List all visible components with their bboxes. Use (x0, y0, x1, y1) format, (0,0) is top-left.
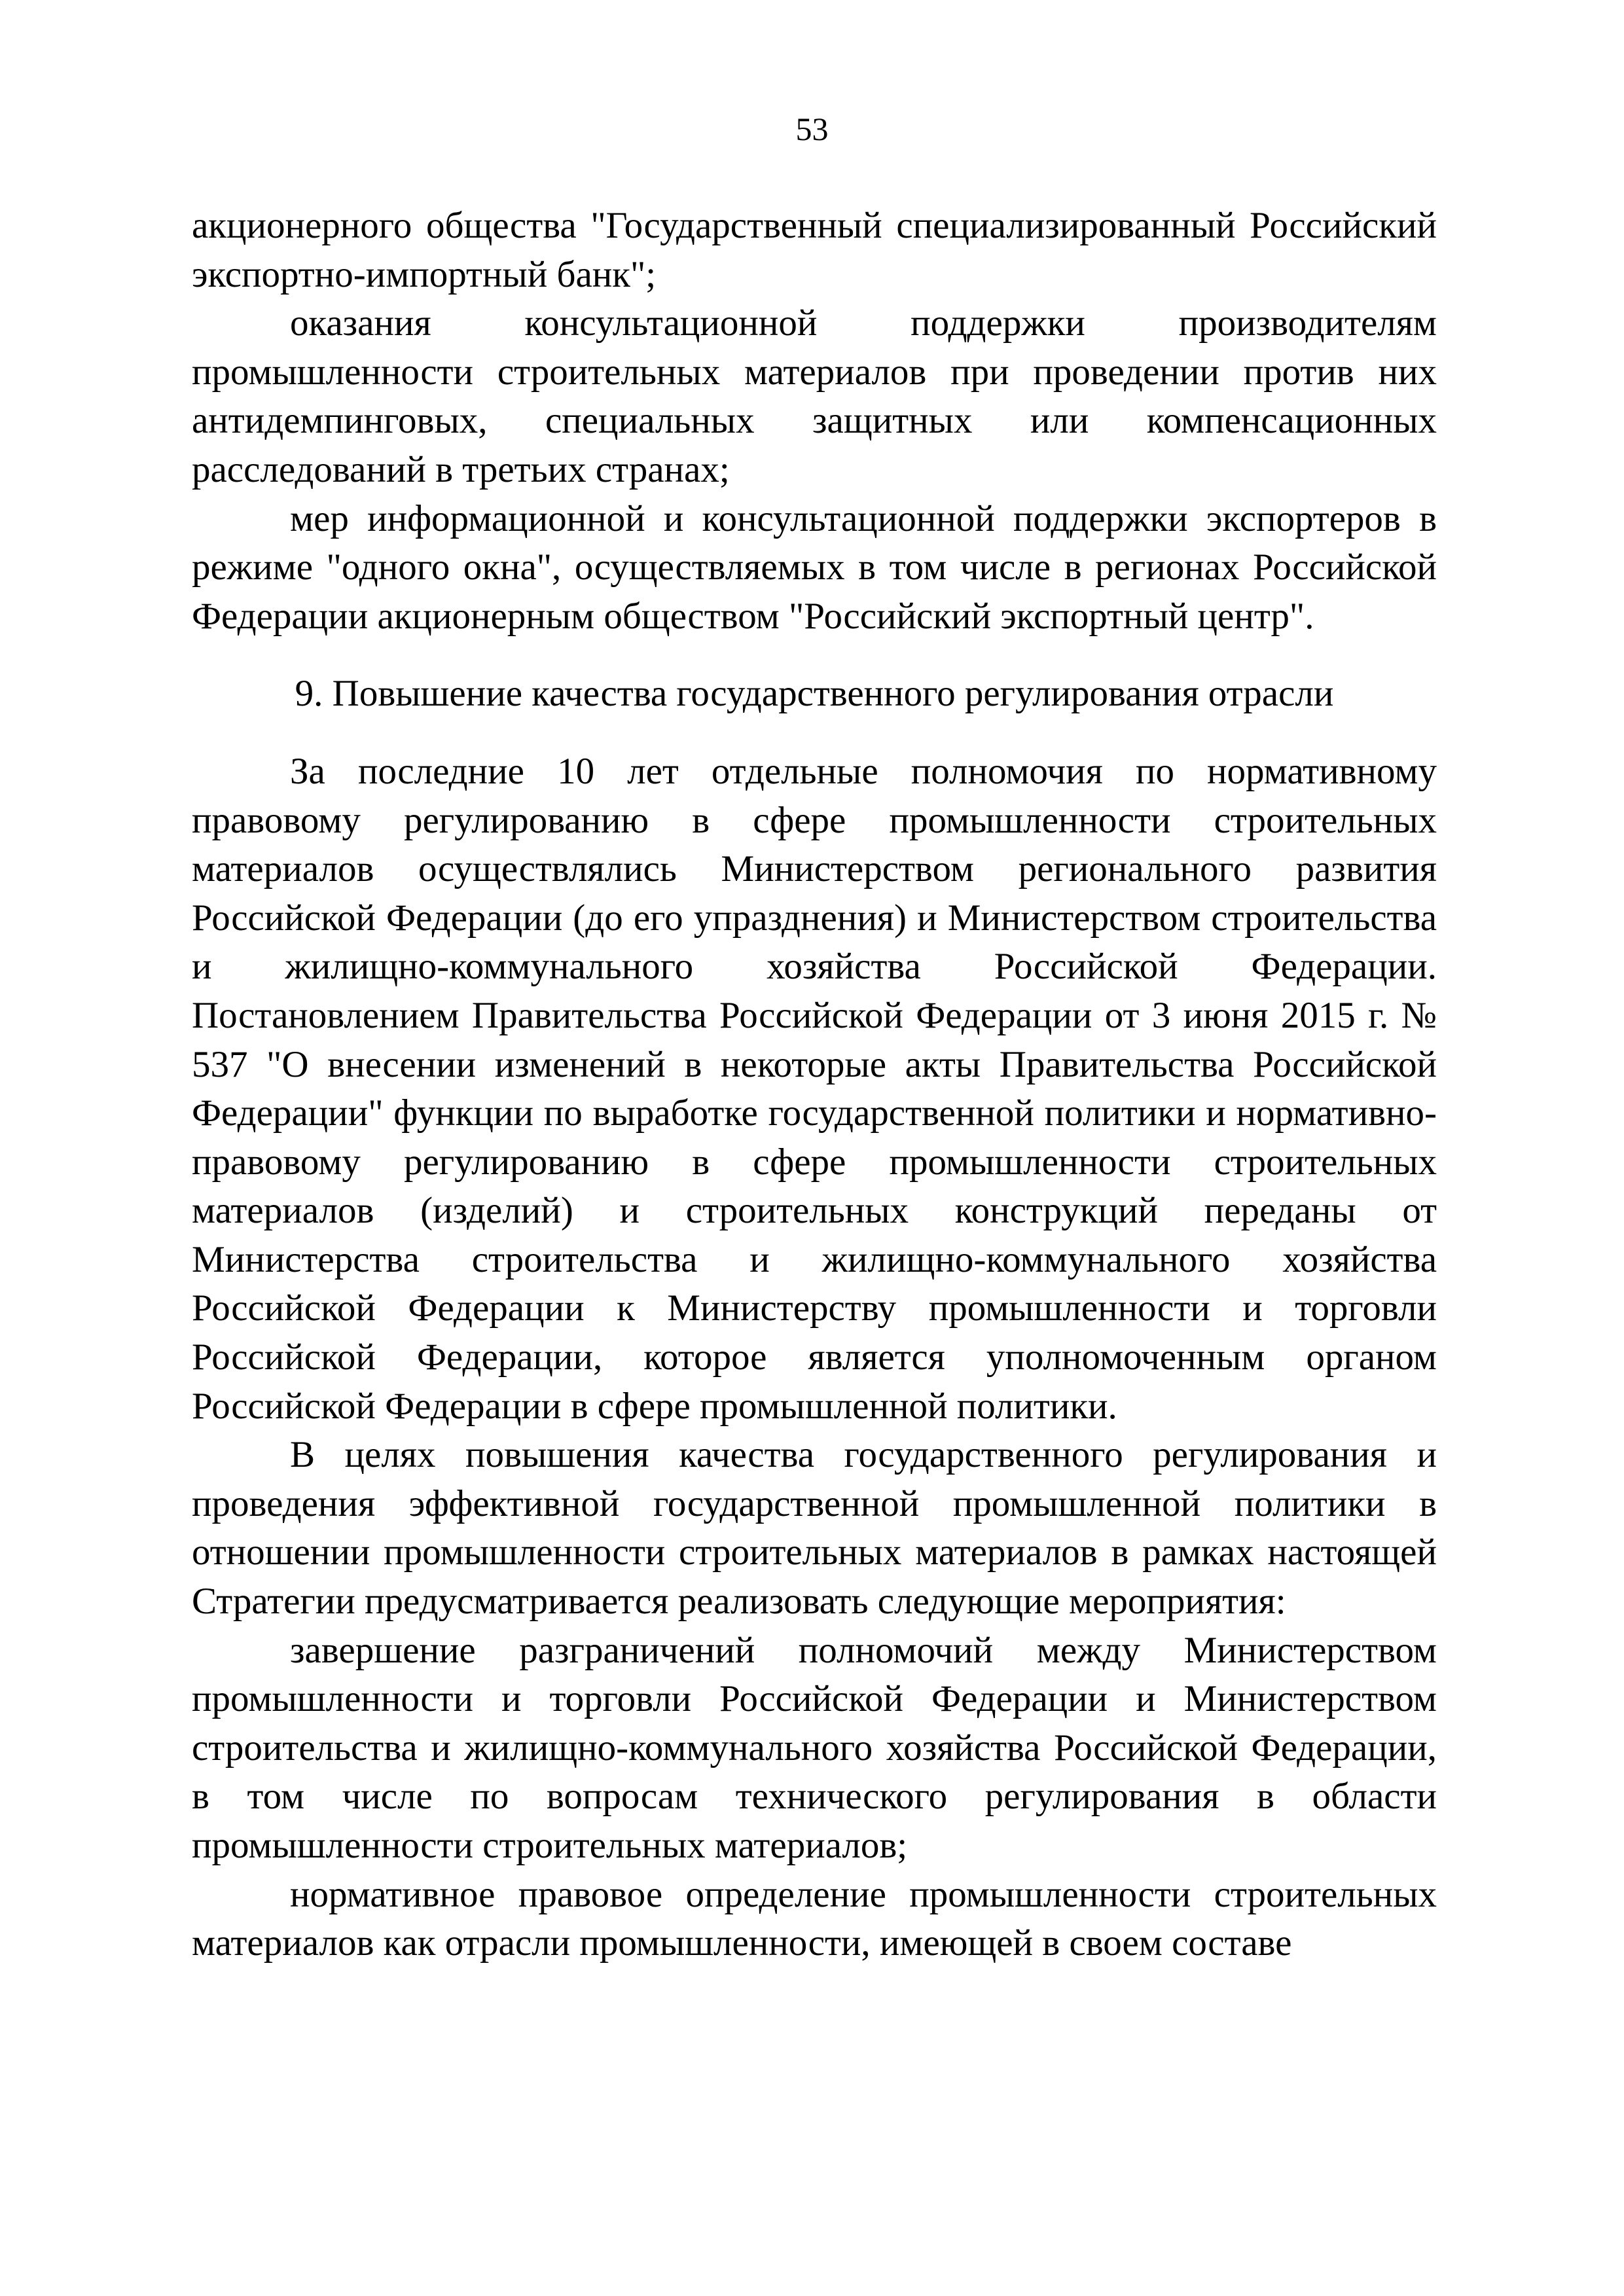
page-number: 53 (795, 111, 829, 147)
paragraph-one-window-support: мер информационной и консультационной поддержки экспортеров в режиме "одного окна", осуществляемых в том числе в регионах Российской Федерации акционерным обществом "Российский экспортный центр". (192, 497, 1437, 637)
paragraph-regulation-goals: В целях повышения качества государственного регулирования и проведения эффективной государственной промышленной политики в отношении промышленности строительных материалов в рамках настоящей Стратегии предусматривается реализовать следующие мероприятия: (192, 1434, 1437, 1623)
document-body (192, 202, 1437, 1968)
paragraph-regulation-history: За последние 10 лет отдельные полномочия по нормативному правовому регулированию в сфере промышленности строительных материалов осуществлялись Министерством регионального развития Российской Федерации (до его упразднения) и Министерством строительства и жилищно-коммунального хозяйства Российской Федерации. Постановлением Правительства Российской Федерации от 3 июня 2015 г. № 537 "О внесении изменений в некоторые акты Правительства Российской Федерации" функции по выработке государственной политики и нормативно-правовому регулированию в сфере промышленности строительных материалов (изделий) и строительных конструкций переданы от Министерства строительства и жилищно-коммунального хозяйства Российской Федерации к Министерству промышленности и торговли Российской Федерации, которое является уполномоченным органом Российской Федерации в сфере промышленной политики. (192, 750, 1437, 1427)
paragraph-authority-delimitation: завершение разграничений полномочий между Министерством промышленности и торговли Российской Федерации и Министерством строительства и жилищно-коммунального хозяйства Российской Федерации, в том числе по вопросам технического регулирования в области промышленности строительных материалов; (192, 1629, 1437, 1866)
section-heading: 9. Повышение качества государственного регулирования отрасли (295, 673, 1334, 715)
paragraph-bank-continuation: акционерного общества "Государственный специализированный Российский экспортно-импортный банк"; (192, 205, 1437, 295)
paragraph-consulting-support: оказания консультационной поддержки производителям промышленности строительных материалов при проведении против них антидемпинговых, специальных защитных или компенсационных расследований в третьих странах; (192, 302, 1437, 490)
paragraph-industry-definition: нормативное правовое определение промышленности строительных материалов как отрасли промышленности, имеющей в своем составе (192, 1873, 1437, 1964)
